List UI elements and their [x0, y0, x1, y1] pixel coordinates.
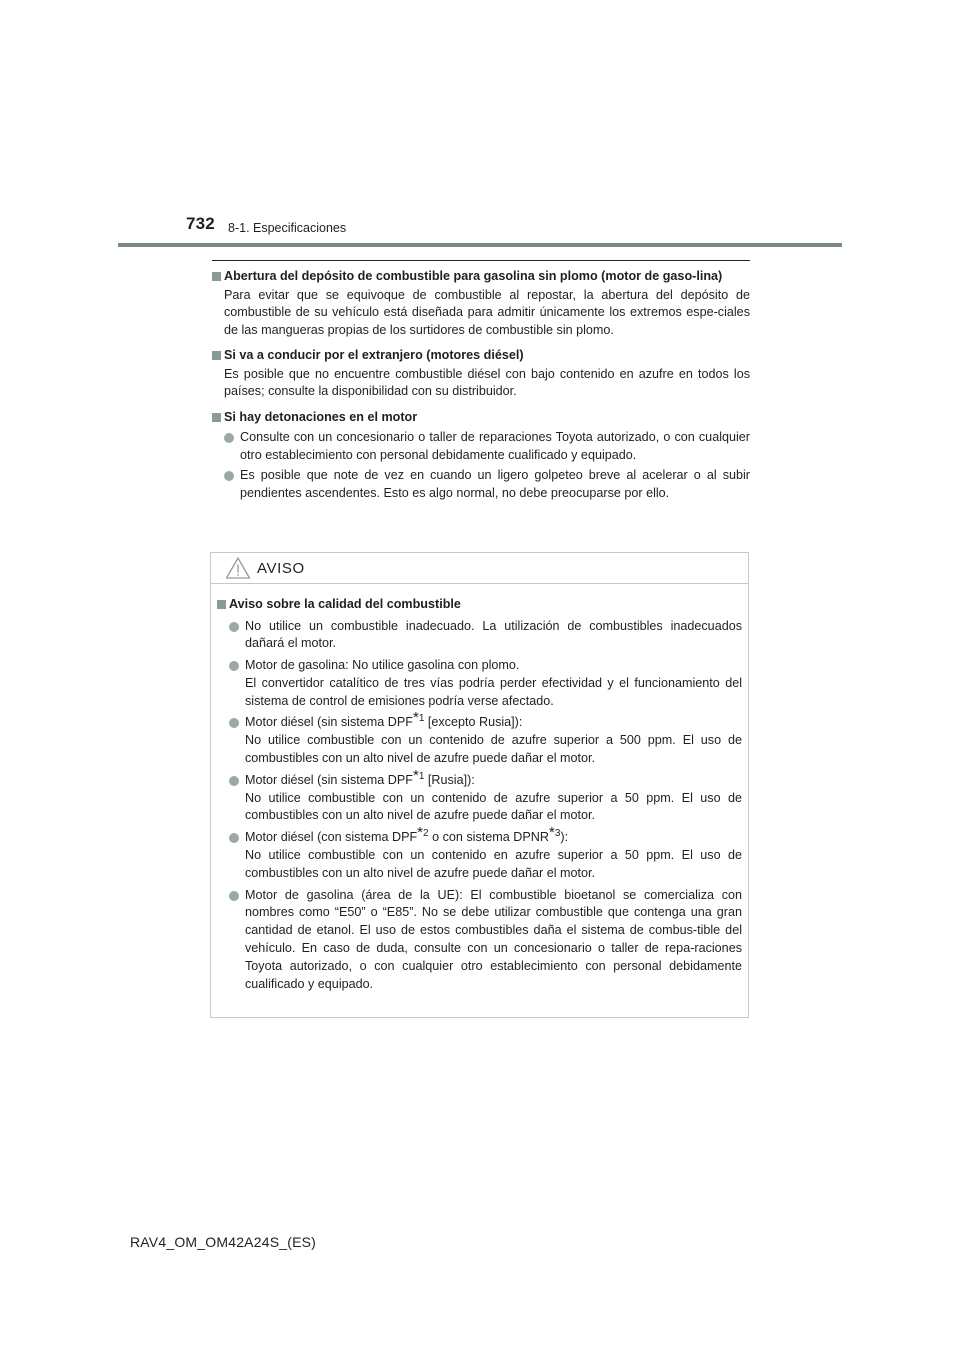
item-line: o con sistema DPNR	[428, 830, 549, 845]
section-heading	[212, 409, 750, 427]
heading-text: Abertura del depósito de combustible para gasolina sin plomo (motor de gaso-lina)	[224, 269, 723, 283]
list-item-text: No utilice un combustible inadecuado. La utilización de combustibles inadecuados dañará el motor.	[245, 618, 742, 651]
footnote-star: *	[412, 766, 419, 784]
footnote-star: *	[548, 824, 555, 842]
item-line: Motor de gasolina: No utilice gasolina con plomo.	[245, 658, 520, 673]
footnote-number: 1	[418, 770, 425, 782]
list-item-text: Consulte con un concesionario o taller de reparaciones Toyota autorizado, o con cualquier otro establecimiento con personal debidamente cualificado y equipado.	[240, 430, 750, 462]
square-bullet-icon	[212, 413, 221, 422]
item-line: Motor diésel (sin sistema DPF	[245, 715, 413, 730]
footnote-number: 2	[423, 828, 429, 840]
notice-box	[210, 552, 749, 1018]
list-item-text	[245, 709, 742, 767]
list-item	[217, 618, 742, 654]
document-code: RAV4_OM_OM42A24S_(ES)	[130, 1234, 317, 1250]
item-line: Motor diésel (sin sistema DPF	[245, 772, 413, 787]
circle-bullet-icon	[229, 661, 239, 671]
item-line: El convertidor catalítico de tres vías podría perder efectividad y el funcionamiento del sistema de control de emisiones podría verse afectado.	[245, 675, 742, 708]
item-line: No utilice combustible con un contenido de azufre superior a 50 ppm. El uso de combustibles con un alto nivel de azufre puede dañar el motor.	[245, 790, 742, 823]
notice-header	[211, 553, 748, 584]
circle-bullet-icon	[229, 891, 239, 901]
main-content	[212, 268, 750, 510]
circle-bullet-icon	[229, 776, 239, 786]
section-fuel-opening	[212, 268, 750, 339]
list-item-text: Es posible que note de vez en cuando un ligero golpeteo breve al acelerar o al subir pendientes ascendentes. Esto es algo normal, no debe preocuparse por ello.	[240, 468, 750, 500]
item-line: No utilice combustible con un contenido en azufre superior a 50 ppm. El uso de combustibles con un alto nivel de azufre puede dañar el motor.	[245, 848, 742, 880]
item-line: ):	[560, 830, 569, 845]
footnote-star: *	[417, 824, 424, 842]
heading-text: Si hay detonaciones en el motor	[224, 409, 418, 424]
content-top-rule	[212, 260, 750, 261]
header-rule	[118, 243, 842, 247]
list-item	[217, 657, 742, 710]
section-heading	[212, 268, 750, 286]
heading-text: Si va a conducir por el extranjero (motores diésel)	[224, 348, 524, 362]
footnote-star: *	[412, 709, 419, 727]
list-item-text: Motor de gasolina (área de la UE): El combustible bioetanol se comercializa con nombres como “E50” o “E85”. No se debe utilizar combustible que contenga una gran cantidad de etanol. El uso de estos combustibles daña el sistema de combus-tible del vehículo. En caso de duda, consulte con un concesionario o taller de repa-raciones Toyota autorizado, o con cualquier otro establecimiento con personal debidamente cualificado y equipado.	[245, 887, 742, 991]
notice-heading	[217, 596, 742, 614]
list-item	[217, 824, 742, 882]
circle-bullet-icon	[229, 833, 239, 843]
item-line: [Rusia]):	[424, 772, 475, 787]
item-line: Motor diésel (con sistema DPF	[245, 830, 418, 845]
section-paragraph: Para evitar que se equivoque de combustible al repostar, la abertura del depósito de combustible de su vehículo está diseñada para admitir únicamente los extremos espe-ciales de las mangueras propias de los surtidores de combustible sin plomo.	[224, 287, 750, 337]
circle-bullet-icon	[229, 718, 239, 728]
square-bullet-icon	[217, 600, 226, 609]
circle-bullet-icon	[224, 433, 234, 443]
item-line: [excepto Rusia]):	[424, 715, 523, 730]
footnote-number: 3	[554, 828, 561, 840]
footnote-number: 1	[418, 713, 425, 725]
list-item-text	[245, 824, 742, 882]
circle-bullet-icon	[229, 622, 239, 632]
item-line: No utilice combustible con un contenido de azufre superior a 500 ppm. El uso de combustibles con un alto nivel de azufre puede dañar el motor.	[245, 733, 742, 766]
list-item	[217, 887, 742, 994]
section-title: 8-1. Especificaciones	[228, 221, 347, 235]
square-bullet-icon	[212, 272, 221, 281]
section-heading	[212, 347, 750, 365]
section-paragraph: Es posible que no encuentre combustible diésel con bajo contenido en azufre en todos los países; consulte la disponibilidad con su distribuidor.	[224, 366, 750, 398]
warning-triangle-icon	[225, 556, 251, 580]
square-bullet-icon	[212, 351, 221, 360]
list-item	[217, 709, 742, 767]
list-item	[212, 467, 750, 502]
circle-bullet-icon	[224, 471, 234, 481]
list-item-text	[245, 766, 742, 825]
heading-text: Aviso sobre la calidad del combustible	[229, 597, 461, 611]
section-driving-abroad	[212, 347, 750, 401]
notice-body	[211, 584, 748, 993]
list-item	[212, 429, 750, 464]
list-item-text	[245, 657, 742, 710]
section-engine-knocking	[212, 409, 750, 503]
page-number: 732	[186, 214, 215, 233]
list-item	[217, 766, 742, 825]
notice-title: AVISO	[257, 559, 305, 577]
